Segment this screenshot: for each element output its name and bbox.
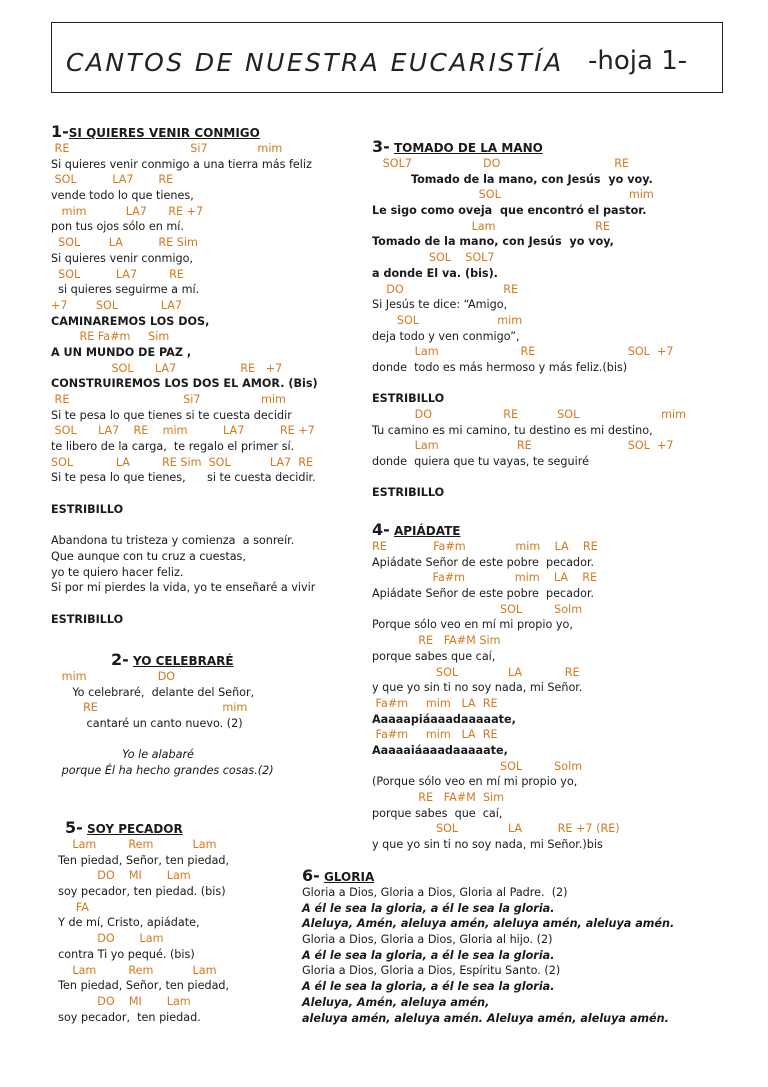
chorus-line: a donde El va. (bis). bbox=[372, 266, 498, 280]
chord-line: Fa#m mim LA RE bbox=[372, 728, 498, 742]
song-lines bbox=[51, 141, 318, 627]
chord-line: SOL mim bbox=[372, 313, 523, 327]
song-5 bbox=[51, 818, 229, 1025]
chord-line: SOL Solm bbox=[372, 759, 583, 773]
chord-line: RE FA#M Sim bbox=[372, 634, 501, 648]
chorus-line: A él le sea la gloria, a él le sea la gloria. bbox=[302, 948, 555, 962]
lyric-line: porque Él ha hecho grandes cosas.(2) bbox=[51, 764, 274, 778]
chord-line: SOL7 DO RE bbox=[372, 157, 630, 170]
spacer bbox=[372, 376, 686, 392]
chord-line: DO Lam bbox=[51, 932, 164, 946]
chord-line: RE FA#M Sim bbox=[372, 791, 505, 804]
chord-line: +7 SOL LA7 bbox=[51, 298, 183, 312]
song-lines bbox=[51, 837, 229, 1025]
song-1 bbox=[51, 122, 318, 627]
lyric-line: Si te pesa lo que tienes si te cuesta decidir bbox=[51, 408, 292, 422]
lyric-line: contra Ti yo pequé. (bis) bbox=[51, 947, 195, 961]
chorus-line: CAMINAREMOS LOS DOS, bbox=[51, 314, 210, 328]
chord-line: RE Fa#m mim LA RE bbox=[372, 540, 598, 553]
chord-line: DO RE SOL mim bbox=[372, 408, 687, 421]
chord-line: SOL LA RE +7 (RE) bbox=[372, 822, 620, 836]
chord-line: Lam RE bbox=[372, 219, 610, 233]
song-title: 4- APIÁDATE bbox=[372, 520, 461, 539]
song-lines bbox=[372, 156, 686, 501]
lyric-line: donde todo es más hermoso y más feliz.(bis) bbox=[372, 360, 628, 374]
chord-line: SOL SOL7 bbox=[372, 251, 495, 265]
lyric-line: si quieres seguirme a mí. bbox=[51, 283, 200, 297]
chord-line: SOL LA RE bbox=[372, 665, 580, 679]
chord-line: SOL mim bbox=[372, 188, 654, 202]
chorus-line: Le sigo como oveja que encontró el pastor. bbox=[372, 204, 647, 218]
song-3 bbox=[372, 137, 686, 501]
chord-line: SOL Solm bbox=[372, 602, 583, 616]
chord-line: mim DO bbox=[51, 670, 176, 683]
chorus-line: ESTRIBILLO bbox=[51, 502, 124, 516]
lyric-line: Ten piedad, Señor, ten piedad, bbox=[51, 853, 230, 867]
chord-line: DO MI Lam bbox=[51, 869, 191, 883]
song-lines bbox=[51, 669, 274, 779]
lyric-line: cantaré un canto nuevo. (2) bbox=[51, 717, 243, 731]
lyric-line: y que yo sin ti no soy nada, mi Señor.)bis bbox=[372, 838, 603, 852]
chord-line: Lam Rem Lam bbox=[51, 838, 217, 851]
chorus-line: Aleluya, Amén, aleluya amén, bbox=[302, 995, 490, 1009]
chorus-line: A él le sea la gloria, a él le sea la gloria. bbox=[302, 980, 555, 994]
page-title: CANTOS DE NUESTRA EUCARISTÍA bbox=[66, 48, 564, 77]
song-2 bbox=[51, 650, 274, 779]
chord-line: SOL LA7 RE bbox=[51, 173, 174, 187]
chord-line: Lam RE SOL +7 bbox=[372, 439, 674, 453]
lyric-line: pon tus ojos sólo en mí. bbox=[51, 220, 184, 234]
chorus-line: A él le sea la gloria, a él le sea la gloria. bbox=[302, 901, 555, 915]
lyric-line: Ten piedad, Señor, ten piedad, bbox=[51, 979, 230, 993]
chord-line: SOL LA RE Sim SOL LA7 RE bbox=[51, 455, 314, 469]
song-title: 6- GLORIA bbox=[302, 866, 375, 885]
chord-line: RE Si7 mim bbox=[51, 393, 286, 406]
chord-line: DO RE bbox=[372, 282, 519, 296]
chord-line: Fa#m mim LA RE bbox=[372, 571, 598, 585]
chord-line: mim LA7 RE +7 bbox=[51, 204, 204, 218]
chord-line: SOL LA7 RE mim LA7 RE +7 bbox=[51, 424, 315, 438]
lyric-line: donde quiera que tu vayas, te seguiré bbox=[372, 455, 589, 469]
chord-line: SOL LA7 RE bbox=[51, 267, 184, 281]
lyric-line: Si te pesa lo que tienes, si te cuesta decidir. bbox=[51, 471, 316, 485]
lyric-line: Si quieres venir conmigo a una tierra más feliz bbox=[51, 157, 312, 171]
lyric-line: Y de mí, Cristo, apiádate, bbox=[51, 916, 200, 930]
song-4 bbox=[372, 520, 620, 853]
song-title: 2- YO CELEBRARÉ bbox=[111, 650, 234, 669]
chorus-line: ESTRIBILLO bbox=[51, 612, 124, 626]
chorus-line: ESTRIBILLO bbox=[372, 486, 445, 500]
chord-line: SOL LA7 RE +7 bbox=[51, 361, 283, 375]
song-title: 3- TOMADO DE LA MANO bbox=[372, 137, 543, 156]
lyric-line: Abandona tu tristeza y comienza a sonreír. bbox=[51, 534, 295, 548]
spacer bbox=[51, 518, 318, 534]
sheet-number: -hoja 1- bbox=[588, 46, 688, 76]
chord-line: RE Si7 mim bbox=[51, 142, 283, 155]
lyric-line: Gloria a Dios, Gloria a Dios, Gloria al Padre. (2) bbox=[302, 886, 568, 899]
lyric-line: porque sabes que caí, bbox=[372, 806, 503, 820]
lyric-line: yo te quiero hacer feliz. bbox=[51, 565, 184, 579]
lyric-line: Apiádate Señor de este pobre pecador. bbox=[372, 587, 595, 601]
song-title: 5- SOY PECADOR bbox=[65, 818, 183, 837]
lyric-line: Si por mi pierdes la vida, yo te enseñaré a vivir bbox=[51, 581, 316, 595]
lyric-line: Si quieres venir conmigo, bbox=[51, 251, 194, 265]
song-lines bbox=[372, 539, 620, 853]
lyric-line: te libero de la carga, te regalo el primer sí. bbox=[51, 440, 295, 454]
lyric-line: Yo celebraré, delante del Señor, bbox=[51, 685, 255, 699]
lyric-line: Yo le alabaré bbox=[51, 748, 194, 762]
lyric-line: porque sabes que caí, bbox=[372, 649, 496, 663]
chorus-line: Aaaaaiáaaadaaaaate, bbox=[372, 743, 508, 757]
chorus-line: Aaaaapiáaaadaaaaate, bbox=[372, 712, 516, 726]
lyric-line: Apiádate Señor de este pobre pecador. bbox=[372, 555, 595, 569]
chord-line: RE Fa#m Sim bbox=[51, 330, 170, 344]
chord-line: SOL LA RE Sim bbox=[51, 236, 198, 250]
chorus-line: Tomado de la mano, con Jesús yo voy, bbox=[372, 235, 614, 249]
lyric-line: Que aunque con tu cruz a cuestas, bbox=[51, 549, 246, 563]
lyric-line: Gloria a Dios, Gloria a Dios, Gloria al hijo. (2) bbox=[302, 933, 553, 947]
spacer bbox=[372, 470, 686, 486]
chorus-line: Aleluya, Amén, aleluya amén, aleluya amén, aleluya amén. bbox=[302, 917, 675, 931]
chorus-line: aleluya amén, aleluya amén. Aleluya amén, aleluya amén. bbox=[302, 1011, 669, 1025]
chord-line: RE mim bbox=[51, 701, 248, 715]
song-title: 1-SI QUIERES VENIR CONMIGO bbox=[51, 122, 260, 141]
chorus-line: ESTRIBILLO bbox=[372, 392, 445, 406]
song-lines bbox=[302, 885, 674, 1026]
chorus-line: A UN MUNDO DE PAZ , bbox=[51, 345, 192, 359]
lyric-line: Gloria a Dios, Gloria a Dios, Espíritu Santo. (2) bbox=[302, 964, 561, 978]
song-6 bbox=[302, 866, 674, 1026]
lyric-line: Si Jesús te dice: “Amigo, bbox=[372, 298, 508, 312]
chord-line: FA bbox=[51, 900, 89, 914]
lyric-line: Tu camino es mi camino, tu destino es mi destino, bbox=[372, 423, 653, 437]
chord-line: Lam RE SOL +7 bbox=[372, 345, 674, 359]
spacer bbox=[51, 596, 318, 612]
lyric-line: soy pecador, ten piedad. bbox=[51, 1010, 201, 1024]
lyric-line: (Porque sólo veo en mí mi propio yo, bbox=[372, 775, 578, 789]
chord-line: Fa#m mim LA RE bbox=[372, 696, 498, 710]
chord-line: Lam Rem Lam bbox=[51, 963, 217, 977]
chord-line: DO MI Lam bbox=[51, 994, 191, 1008]
spacer bbox=[51, 486, 318, 502]
lyric-line: deja todo y ven conmigo”, bbox=[372, 329, 520, 343]
lyric-line: soy pecador, ten piedad. (bis) bbox=[51, 885, 226, 899]
lyric-line: vende todo lo que tienes, bbox=[51, 189, 194, 203]
spacer bbox=[51, 732, 274, 748]
lyric-line: y que yo sin ti no soy nada, mi Señor. bbox=[372, 681, 583, 695]
chorus-line: Tomado de la mano, con Jesús yo voy. bbox=[372, 172, 653, 186]
chorus-line: CONSTRUIREMOS LOS DOS EL AMOR. (Bis) bbox=[51, 377, 318, 391]
lyric-line: Porque sólo veo en mí mi propio yo, bbox=[372, 618, 573, 632]
